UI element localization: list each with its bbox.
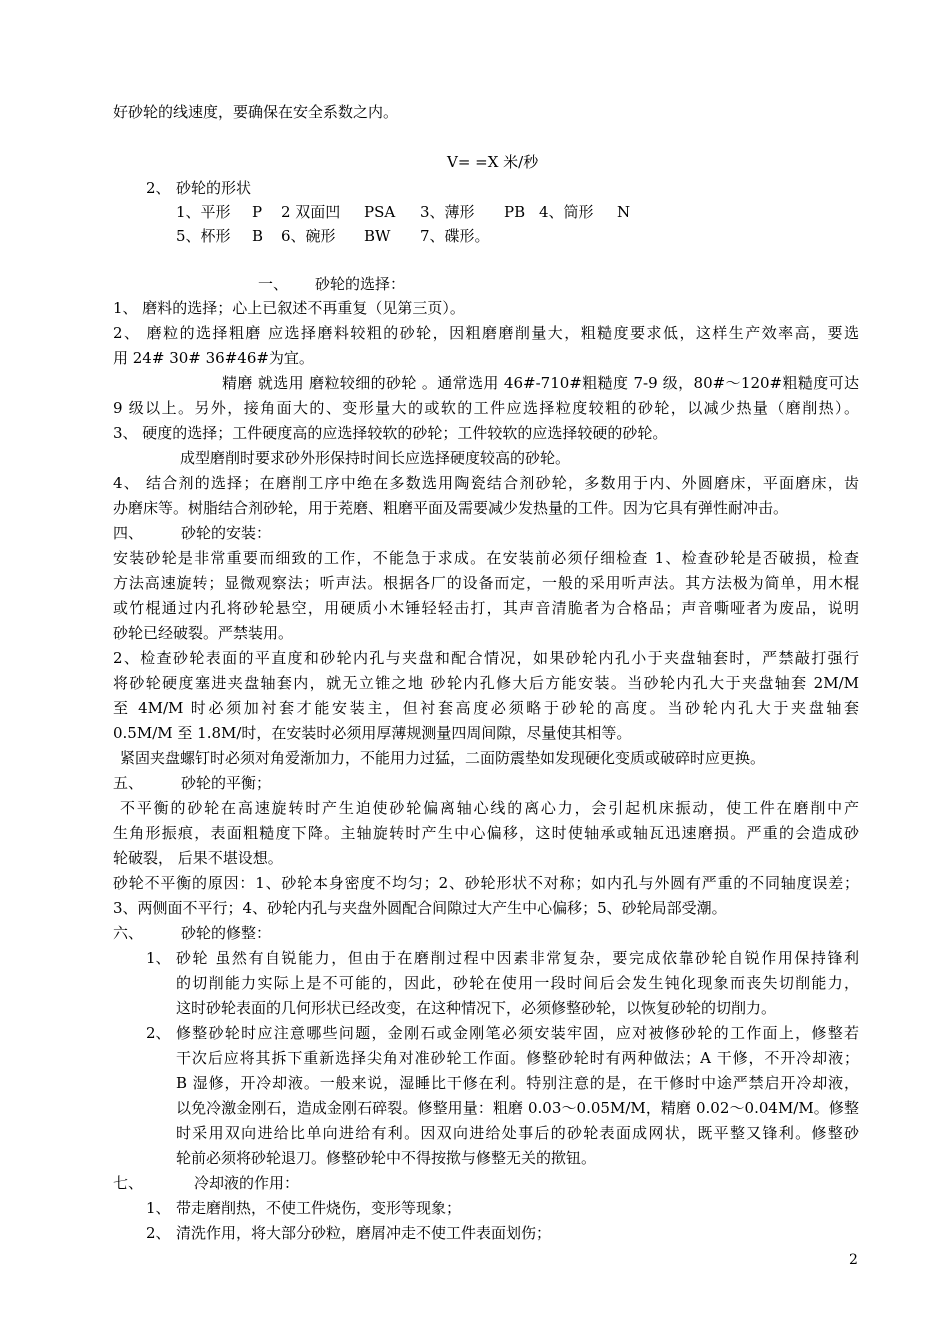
selection-item-2-line-3: 精磨 就选用 磨粒较细的砂轮 。通常选用 46#-710#粗糙度 7-9 级，80#～120#粗糙度可达 xyxy=(222,374,859,392)
shape-cylinder: 4、筒形 xyxy=(539,203,594,221)
shapes-row-2 xyxy=(176,226,676,246)
dress-item-1-line-3: 这时砂轮表面的几何形状已经改变，在这种情况下，必须修整砂轮，以恢复砂轮的切削力。 xyxy=(176,999,777,1017)
install-p2-line-2: 将砂轮硬度塞进夹盘轴套内，就无立锥之地 砂轮内孔修大后方能安装。当砂轮内孔大于夹盘轴套 2M/M xyxy=(113,674,859,692)
install-p1-line-3: 或竹棍通过内孔将砂轮悬空，用硬质小木锤轻轻击打，其声音清脆者为合格品；声音嘶哑者为废品，说明 xyxy=(113,599,859,617)
shape-code-b: B xyxy=(252,227,264,245)
install-p1-line-4: 砂轮已经破裂。严禁装用。 xyxy=(113,624,294,642)
page-number: 2 xyxy=(849,1252,858,1268)
shape-code-pb: PB xyxy=(504,203,526,221)
install-p1-line-1: 安装砂轮是非常重要而细致的工作，不能急于求成。在安装前必须仔细检查 1、检查砂轮是否破损，检查 xyxy=(113,549,859,567)
selection-item-3-line-2: 成型磨削时要求砂外形保持时间长应选择硬度较高的砂轮。 xyxy=(180,449,571,467)
dress-item-2-line-6: 轮前必须将砂轮退刀。修整砂轮中不得按揿与修整无关的揿钮。 xyxy=(176,1149,597,1167)
coolant-item-1-number: 1、 xyxy=(146,1199,171,1217)
dress-item-2-line-2: 干次后应将其拆下重新选择尖角对准砂轮工作面。修整砂轮时有两种做法；A 干修，不开冷却液； xyxy=(176,1049,859,1067)
selection-item-4-line-2: 办磨床等。树脂结合剂砂轮，用于茺磨、粗磨平面及需要减少发热量的工件。因为它具有弹性耐冲击。 xyxy=(113,499,789,517)
shape-code-psa: PSA xyxy=(364,203,396,221)
install-p3-line-1: 紧固夹盘螺钉时必须对角爱渐加力，不能用力过猛，二面防震垫如发现硬化变质或破碎时应更换。 xyxy=(120,749,766,767)
coolant-item-2-number: 2、 xyxy=(146,1224,171,1242)
shape-bowl: 6、碗形 xyxy=(281,227,336,245)
section-7-number: 七、 xyxy=(113,1174,144,1192)
selection-item-1: 1、 磨料的选择；心上已叙述不再重复（见第三页）。 xyxy=(113,299,465,317)
selection-item-3-line-1: 3、 硬度的选择；工件硬度高的应选择较软的砂轮；工件较软的应选择较硬的砂轮。 xyxy=(113,424,668,442)
balance-p1-line-1: 不平衡的砂轮在高速旋转时产生迫使砂轮偏离轴心线的离心力，会引起机床振动，使工件在磨削中产 xyxy=(120,799,859,817)
install-p2-line-3: 至 4M/M 时必须加衬套才能安装主，但衬套高度必须略于砂轮的高度。当砂轮内孔大于夹盘轴套 xyxy=(113,699,859,717)
shape-cup: 5、杯形 xyxy=(176,227,231,245)
intro-tail-line: 好砂轮的线速度，要确保在安全系数之内。 xyxy=(113,103,399,121)
dress-item-2-line-3: B 湿修，开冷却液。一般来说，湿睡比干修在利。特别注意的是，在干修时中途严禁启开冷却液， xyxy=(176,1074,859,1092)
shape-heading-text: 砂轮的形状 xyxy=(176,179,252,197)
section-6-heading xyxy=(113,923,313,943)
shape-dish: 7、碟形。 xyxy=(420,227,490,245)
selection-item-2-line-4: 9 级以上。另外，接角面大的、变形量大的或软的工件应选择粒度较粗的砂轮，以减少热量（磨削热）。 xyxy=(113,399,859,417)
velocity-formula: V= =X 米/秒 xyxy=(447,153,539,171)
balance-p2-line-2: 3、两侧面不平行；4、砂轮内孔与夹盘外圆配合间隙过大产生中心偏移；5、砂轮局部受潮。 xyxy=(113,899,727,917)
section-4-heading xyxy=(113,523,313,543)
section-4-title: 砂轮的安装： xyxy=(181,524,272,542)
install-p2-line-4: 0.5M/M 至 1.8M/时，在安装时必须用厚薄规测量四周间隙，尽量使其相等。 xyxy=(113,724,632,742)
shape-code-n: N xyxy=(617,203,631,221)
dress-item-2-line-1: 修整砂轮时应注意哪些问题，金刚石或金刚笔必须安装牢固，应对被修砂轮的工作面上，修整若 xyxy=(176,1024,859,1042)
shape-flat: 1、平形 xyxy=(176,203,231,221)
balance-p1-line-2: 生角形振痕，表面粗糙度下降。主轴旋转时产生中心偏移，这时使轴承或轴瓦迅速磨损。严重的会造成砂 xyxy=(113,824,859,842)
dress-item-1-line-2: 的切削能力实际上是不可能的，因此，砂轮在使用一段时间后会发生钝化现象而丧失切削能力， xyxy=(176,974,859,992)
section-7-heading xyxy=(113,1173,313,1193)
selection-item-4-line-1: 4、 结合剂的选择；在磨削工序中绝在多数选用陶瓷结合剂砂轮，多数用于内、外圆磨床，平面磨床，齿 xyxy=(113,474,859,492)
dress-item-1-line-1: 砂轮 虽然有自锐能力，但由于在磨削过程中因素非常复杂，要完成依靠砂轮自锐作用保持锋利 xyxy=(176,949,859,967)
section-1-title: 砂轮的选择： xyxy=(315,275,406,293)
dress-item-2-line-5: 时采用双向进给比单向进给有利。因双向进给处事后的砂轮表面成网状，既平整又锋利。修整砂 xyxy=(176,1124,859,1142)
shape-thin: 3、薄形 xyxy=(420,203,475,221)
section-7-title: 冷却液的作用： xyxy=(194,1174,300,1192)
section-6-number: 六、 xyxy=(113,924,144,942)
dress-item-2-number: 2、 xyxy=(146,1024,171,1042)
shape-code-p: P xyxy=(252,203,263,221)
balance-p1-line-3: 轮破裂， 后果不堪设想。 xyxy=(113,849,283,867)
coolant-item-2: 清洗作用，将大部分砂粒，磨屑冲走不使工件表面划伤； xyxy=(176,1224,552,1242)
section-5-title: 砂轮的平衡； xyxy=(181,774,272,792)
dress-item-2-line-4: 以免冷激金刚石，造成金刚石碎裂。修整用量：粗磨 0.03～0.05M/M，精磨 0.02～0.04M/M。修整 xyxy=(176,1099,859,1117)
section-5-number: 五、 xyxy=(113,774,144,792)
selection-item-2-line-1: 2、 磨粒的选择粗磨 应选择磨料较粗的砂轮，因粗磨磨削量大，粗糙度要求低，这样生产效率高，要选 xyxy=(113,324,859,342)
dress-item-1-number: 1、 xyxy=(146,949,171,967)
coolant-item-1: 带走磨削热，不使工件烧伤，变形等现象； xyxy=(176,1199,462,1217)
shape-double-recess: 2 双面凹 xyxy=(281,203,341,221)
section-1-number: 一、 xyxy=(258,275,289,293)
shapes-row-1 xyxy=(176,202,676,222)
shape-code-bw: BW xyxy=(364,227,391,245)
section-6-title: 砂轮的修整： xyxy=(181,924,272,942)
selection-item-2-line-2: 用 24# 30# 36#46#为宜。 xyxy=(113,349,314,367)
shape-heading-number: 2、 xyxy=(146,179,171,197)
balance-p2-line-1: 砂轮不平衡的原因：1、砂轮本身密度不均匀；2、砂轮形状不对称；如内孔与外圆有严重的不同轴度误差； xyxy=(113,874,859,892)
section-1-heading xyxy=(258,274,458,294)
install-p1-line-2: 方法高速旋转；显微观察法；听声法。根据各厂的设备而定，一般的采用听声法。其方法极为简单，用木棍 xyxy=(113,574,859,592)
section-4-number: 四、 xyxy=(113,524,144,542)
shape-heading xyxy=(146,178,346,198)
section-5-heading xyxy=(113,773,313,793)
install-p2-line-1: 2、检查砂轮表面的平直度和砂轮内孔与夹盘和配合情况，如果砂轮内孔小于夹盘轴套时，严禁敲打强行 xyxy=(113,649,859,667)
